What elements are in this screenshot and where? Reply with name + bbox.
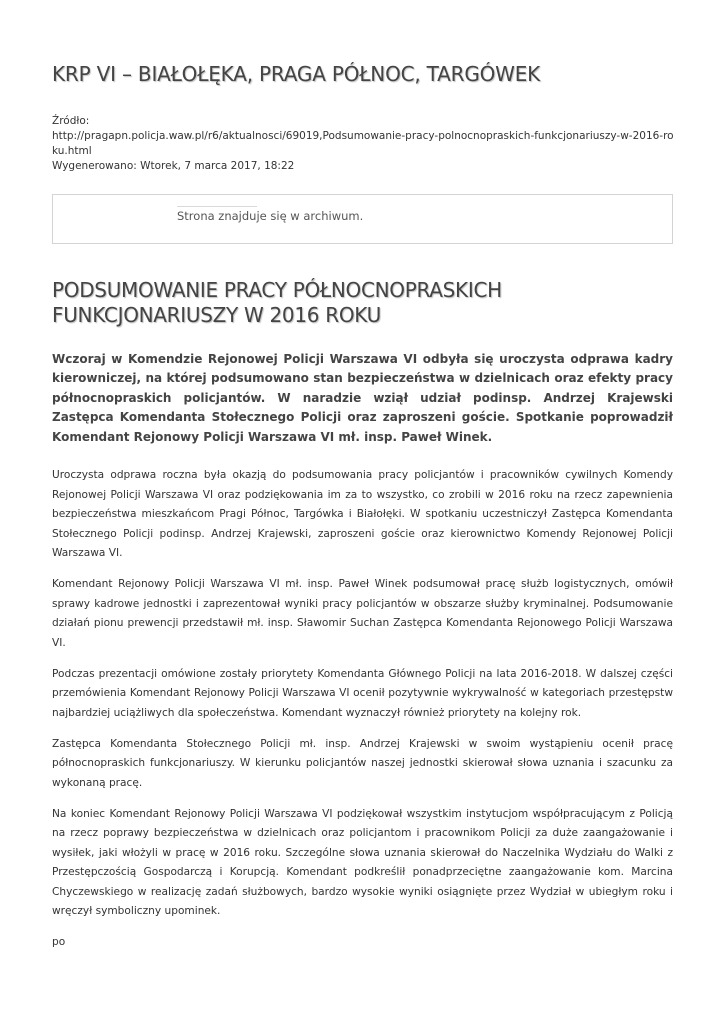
- article-body: [52, 466, 673, 964]
- generated-date: Wygenerowano: Wtorek, 7 marca 2017, 18:22: [52, 160, 295, 172]
- article-lead: Wczoraj w Komendzie Rejonowej Policji Warszawa VI odbyła się uroczysta odprawa kadry kierowniczej, na której podsumowano stan bezpieczeństwa w dzielnicach oraz efekty pracy północnopraskich policjantów. W naradzie wziął udział podinsp. Andrzej Krajewski Zastępca Komendanta Stołecznego Policji oraz zaproszeni goście. Spotkanie poprowadził Komendant Rejonowy Policji Warszawa VI mł. insp. Paweł Winek.: [52, 352, 673, 444]
- site-title: KRP VI – BIAŁOŁĘKA, PRAGA PÓŁNOC, TARGÓWEK: [52, 62, 541, 86]
- archive-divider: [177, 206, 257, 207]
- source-label: Źródło:: [52, 115, 90, 127]
- article-paragraph: Na koniec Komendant Rejonowy Policji Warszawa VI podziękował wszystkim instytucjom współpracującym z Policją na rzecz poprawy bezpieczeństwa w dzielnicach oraz policjantom i pracownikom Policji za duże zaangażowanie i wysiłek, jaki włożyli w pracę w 2016 roku. Szczególne słowa uznania skierował do Naczelnika Wydziału do Walki z Przestępczością Gospodarczą i Korupcją. Komendant podkreślił ponadprzeciętne zaangażowanie kom. Marcina Chyczewskiego w realizację zadań służbowych, bardzo wysokie wyniki osiągnięte przez Wydział w ubiegłym roku i wręczył symboliczny upominek.: [52, 807, 673, 917]
- archive-notice: [52, 194, 673, 244]
- archive-message: Strona znajduje się w archiwum.: [177, 209, 364, 223]
- article-title: PODSUMOWANIE PRACY PÓŁNOCNOPRASKICH FUNKCJONARIUSZY W 2016 ROKU: [52, 278, 502, 327]
- source-url[interactable]: http://pragapn.policja.waw.pl/r6/aktualnosci/69019,Podsumowanie-pracy-polnocnopraskich-funkcjonariuszy-w-2016-roku.html: [52, 130, 674, 157]
- article-paragraph: Zastępca Komendanta Stołecznego Policji mł. insp. Andrzej Krajewski w swoim wystąpieniu ocenił pracę północnopraskich funkcjonariuszy. W kierunku policjantów naszej jednostki skierował słowa uznania i szacunku za wykonaną pracę.: [52, 737, 673, 789]
- article-paragraph: Podczas prezentacji omówione zostały priorytety Komendanta Głównego Policji na lata 2016-2018. W dalszej części przemówienia Komendant Rejonowy Policji Warszawa VI ocenił pozytywnie wykrywalność w kategoriach przestępstw najbardziej uciążliwych dla społeczeństwa. Komendant wyznaczył również priorytety na kolejny rok.: [52, 667, 673, 719]
- document-meta: [52, 114, 677, 174]
- article-paragraph: po: [52, 936, 66, 948]
- article-paragraph: Uroczysta odprawa roczna była okazją do podsumowania pracy policjantów i pracowników cywilnych Komendy Rejonowej Policji Warszawa VI oraz podziękowania im za to wszystko, co zrobili w 2016 roku na rzecz zapewnienia bezpieczeństwa mieszkańcom Pragi Północ, Targówka i Białołęki. W spotkaniu uczestniczył Zastępca Komendanta Stołecznego Policji podinsp. Andrzej Krajewski, zaproszeni goście oraz kierownictwo Komendy Rejonowej Policji Warszawa VI.: [52, 469, 673, 559]
- article-paragraph: Komendant Rejonowy Policji Warszawa VI mł. insp. Paweł Winek podsumował pracę służb logistycznych, omówił sprawy kadrowe jednostki i zaprezentował wyniki pracy policjantów w obszarze służby kryminalnej. Podsumowanie działań pionu prewencji przedstawił mł. insp. Sławomir Suchan Zastępca Komendanta Rejonowego Policji Warszawa VI.: [52, 578, 673, 649]
